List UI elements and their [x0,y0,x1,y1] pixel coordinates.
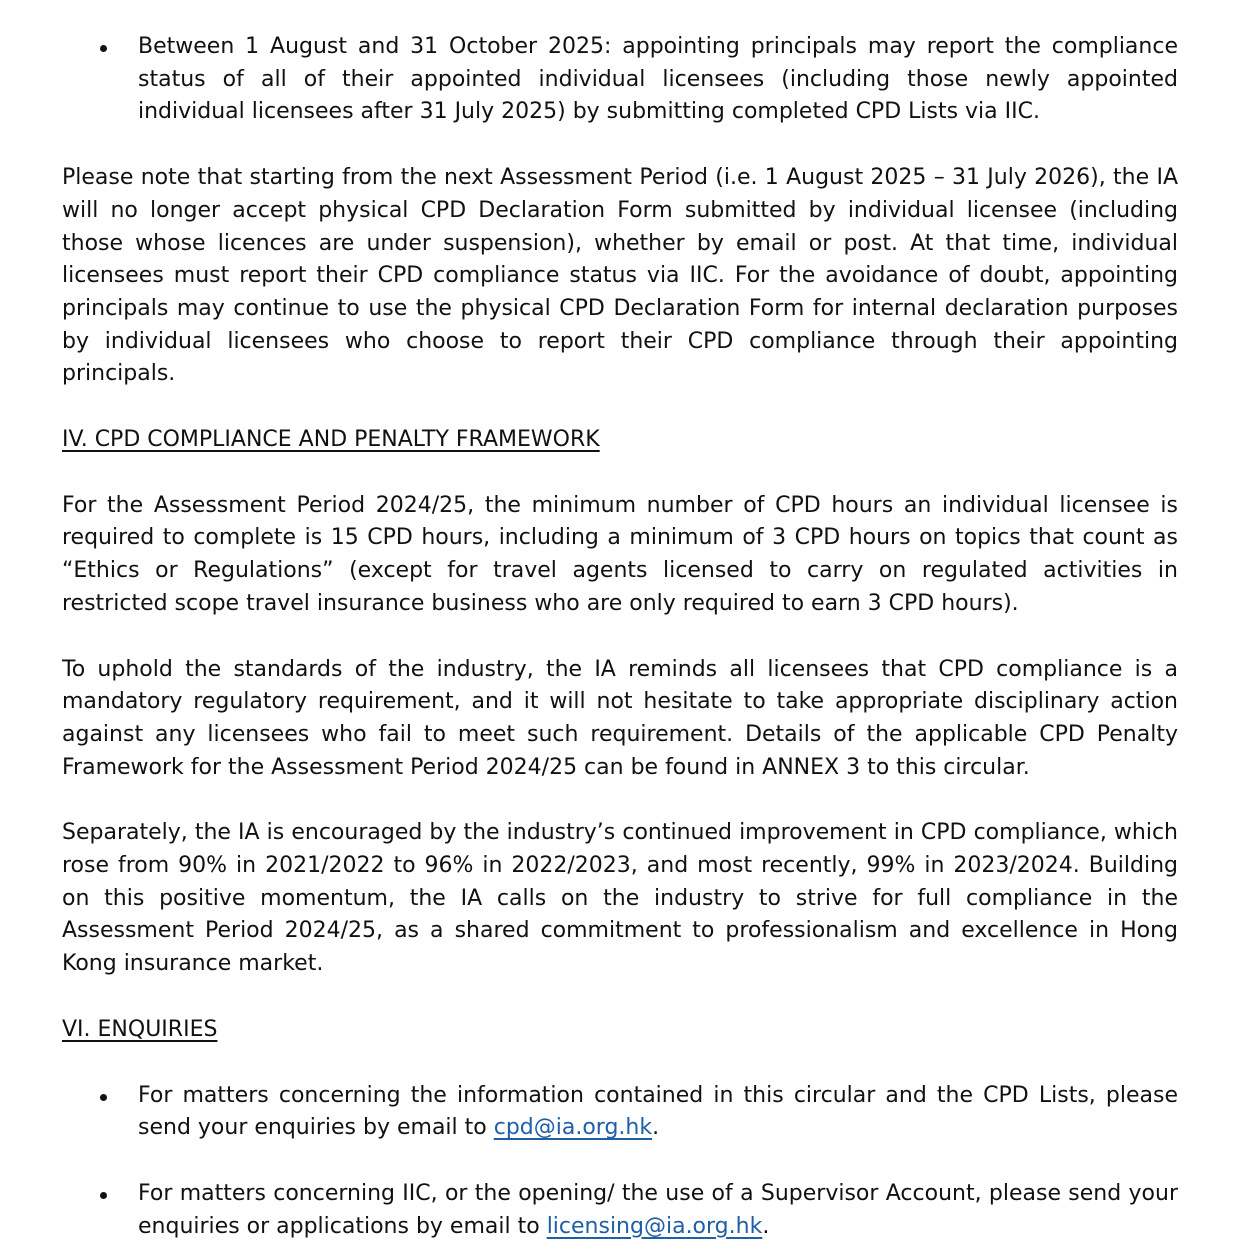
paragraph-compliance-improvement: Separately, the IA is encouraged by the industry’s continued improvement in CPD compliance, which rose from 90% in 2021/2022 to 96% in 2022/2023, and most recently, 99% in 2023/2024. Building on this positive momentum, the IA calls on the industry to strive for full compliance in the Assessment Period 2024/25, as a shared commitment to professionalism and excellence in Hong Kong insurance market. [62,820,1178,977]
bullet-text: Between 1 August and 31 October 2025: appointing principals may report the compliance status of all of their appointed individual licensees (including those newly appointed individual licensees after 31 July 2025) by submitting completed CPD Lists via IIC. [138,34,1178,125]
paragraph-minimum-hours: For the Assessment Period 2024/25, the minimum number of CPD hours an individual licensee is required to complete is 15 CPD hours, including a minimum of 3 CPD hours on topics that count as “Ethics or Regulations” (except for travel agents licensed to carry on regulated activities in restricted scope travel insurance business who are only required to earn 3 CPD hours). [62,492,1178,616]
paragraph-physical-form-note: Please note that starting from the next Assessment Period (i.e. 1 August 2025 – 31 July 2026), the IA will no longer accept physical CPD Declaration Form submitted by individual licensee (including those whose licences are under suspension), whether by email or post. At that time, individual licensees must report their CPD compliance status via IIC. For the avoidance of doubt, appointing principals may continue to use the physical CPD Declaration Form for internal declaration purposes by individual licensees who choose to report their CPD compliance through their appointing principals. [62,165,1178,387]
bullet-item-reporting-window [62,31,1178,129]
paragraph-penalty-reminder: To uphold the standards of the industry, the IA reminds all licensees that CPD compliance is a mandatory regulatory requirement, and it will not hesitate to take appropriate disciplinary action against any licensees who fail to meet such requirement. Details of the applicable CPD Penalty Framework for the Assessment Period 2024/25 can be found in ANNEX 3 to this circular. [62,656,1178,780]
enquiry-text-after: . [762,1213,770,1239]
cpd-email-link[interactable]: cpd@ia.org.hk [493,1115,653,1141]
enquiry-text-before: For matters concerning the information contained in this circular and the CPD Lists, please send your enquiries by email to [138,1082,1178,1141]
bullet-icon [100,45,107,52]
licensing-email-link[interactable]: licensing@ia.org.hk [546,1213,763,1239]
enquiry-text [138,1178,1178,1243]
bullet-icon [100,1192,107,1199]
enquiry-text [138,1080,1178,1145]
enquiry-text-after: . [652,1115,660,1141]
section-iv-heading: IV. CPD COMPLIANCE AND PENALTY FRAMEWORK [62,427,600,453]
enquiry-text-before: For matters concerning IIC, or the opening/ the use of a Supervisor Account, please send your enquiries or applications by email to [138,1180,1178,1239]
section-vi-heading: VI. ENQUIRIES [62,1016,218,1042]
enquiry-item-licensing [62,1178,1178,1243]
bullet-icon [100,1094,107,1101]
enquiry-item-cpd [62,1080,1178,1145]
document-page [62,31,1178,1243]
